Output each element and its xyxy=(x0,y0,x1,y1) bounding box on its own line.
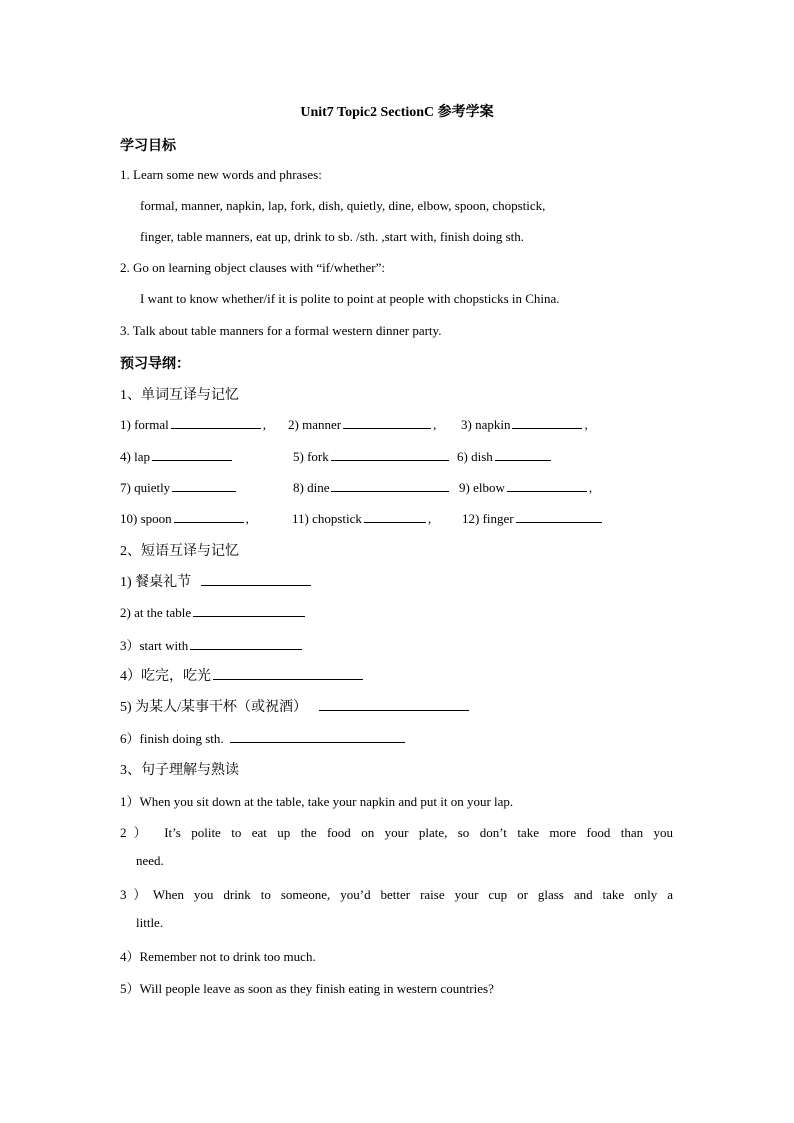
answer-blank[interactable] xyxy=(495,448,551,461)
objective-2-example: I want to know whether/if it is polite to point at people with chopsticks in China. xyxy=(140,291,560,306)
objective-1: 1. Learn some new words and phrases: xyxy=(120,167,322,182)
sentence-item: 3）When you drink to someone, you’d better raise your cup or glass and take only a xyxy=(120,887,673,902)
phrase-item: 1) 餐桌礼节 xyxy=(120,571,313,591)
phrase-item: 4）吃完，吃光 xyxy=(120,665,365,685)
vocab-item: 2) manner , xyxy=(288,417,437,432)
objective-2: 2. Go on learning object clauses with “if/whether”: xyxy=(120,260,385,275)
sentence-continuation: need. xyxy=(136,853,164,868)
objective-3: 3. Talk about table manners for a formal western dinner party. xyxy=(120,323,442,338)
vocab-item: 1) formal , xyxy=(120,417,266,432)
sentence-item: 4）Remember not to drink too much. xyxy=(120,949,316,964)
answer-blank[interactable] xyxy=(331,448,449,461)
vocab-item: 10) spoon , xyxy=(120,511,249,526)
sentence-item: 1）When you sit down at the table, take your napkin and put it on your lap. xyxy=(120,794,514,809)
answer-blank[interactable] xyxy=(319,698,469,711)
vocab-item: 12) finger xyxy=(462,510,604,527)
phrase-item: 6）finish doing sth. xyxy=(120,728,407,747)
vocab-item: 6) dish xyxy=(457,448,553,465)
vocab-item: 4) lap xyxy=(120,448,234,465)
answer-blank[interactable] xyxy=(171,416,261,429)
sentence-item: 2） It’s polite to eat up the food on your plate, so don’t take more food than you xyxy=(120,825,673,840)
phrase-item: 5) 为某人/某事干杯（或祝酒） xyxy=(120,696,471,716)
phrase-item: 2) at the table xyxy=(120,604,307,621)
answer-blank[interactable] xyxy=(172,479,236,492)
sentence-item: 5）Will people leave as soon as they finish eating in western countries? xyxy=(120,981,494,996)
answer-blank[interactable] xyxy=(190,637,302,650)
vocab-item: 8) dine xyxy=(293,479,451,496)
answer-blank[interactable] xyxy=(331,479,449,492)
answer-blank[interactable] xyxy=(152,448,232,461)
vocab-item: 7) quietly xyxy=(120,479,238,496)
objective-1-words-b: finger, table manners, eat up, drink to sb. /sth. ,start with, finish doing sth. xyxy=(140,229,525,244)
vocab-item: 9) elbow , xyxy=(459,480,593,495)
answer-blank[interactable] xyxy=(507,479,587,492)
objectives-heading: 学习目标 xyxy=(120,139,176,154)
answer-blank[interactable] xyxy=(343,416,431,429)
objective-1-words-a: formal, manner, napkin, lap, fork, dish, quietly, dine, elbow, spoon, chopstick, xyxy=(140,198,546,213)
answer-blank[interactable] xyxy=(364,510,426,523)
preview-heading: 预习导纲： xyxy=(120,357,190,372)
answer-blank[interactable] xyxy=(512,416,582,429)
phrase-item: 3）start with xyxy=(120,635,304,654)
sentence-continuation: little. xyxy=(136,915,164,930)
vocab-heading: 1、单词互译与记忆 xyxy=(120,388,239,403)
answer-blank[interactable] xyxy=(230,730,405,743)
page-title: Unit7 Topic2 SectionC 参考学案 xyxy=(300,105,494,120)
answer-blank[interactable] xyxy=(516,510,602,523)
vocab-item: 3) napkin , xyxy=(461,417,588,432)
answer-blank[interactable] xyxy=(201,573,311,586)
vocab-item: 5) fork xyxy=(293,448,451,465)
sentence-heading: 3、句子理解与熟读 xyxy=(120,763,239,778)
answer-blank[interactable] xyxy=(213,667,363,680)
answer-blank[interactable] xyxy=(193,604,305,617)
vocab-item: 11) chopstick , xyxy=(292,511,432,526)
phrase-heading: 2、短语互译与记忆 xyxy=(120,544,239,559)
answer-blank[interactable] xyxy=(174,510,244,523)
